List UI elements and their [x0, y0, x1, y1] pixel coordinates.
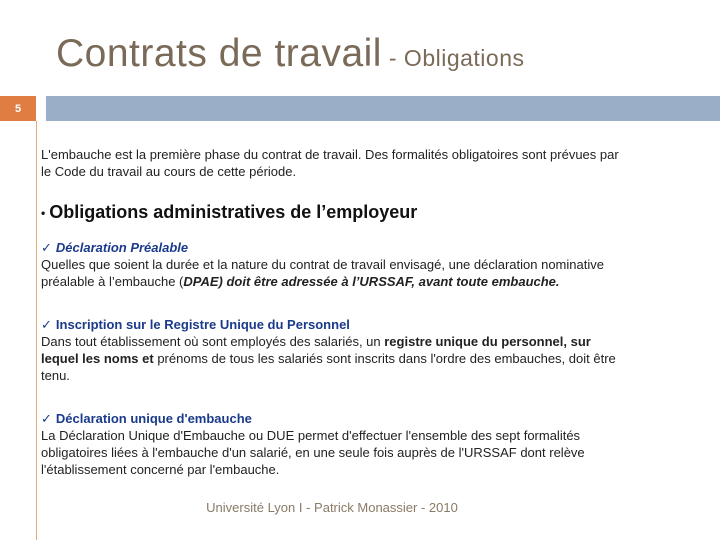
section-body: La Déclaration Unique d'Embauche ou DUE permet d'effectuer l'ensemble des sept formalités obligatoires liées à l'embauche d'un salarié, en une seule fois auprès de l'URSSAF dont relève l'établissement concerné par l'embauche. [41, 428, 585, 478]
section-title [41, 316, 631, 333]
section-title [41, 239, 631, 256]
section-heading [41, 200, 631, 225]
section-body-text: Dans tout établissement où sont employés des salariés, un [41, 334, 385, 350]
checkmark-icon: ✓ [41, 411, 52, 427]
slide-title-sub: - Obligations [381, 45, 525, 71]
section-body-text: prénoms de tous les salariés sont inscrits dans l'ordre des embauches, doit être tenu. [41, 351, 616, 384]
section-title-text: Déclaration Préalable [55, 240, 189, 256]
section-body-text: Quelles que soient la durée et la nature du contrat de travail envisagé, une déclaration nominative préalable à l’embauche ( [41, 257, 604, 290]
section-title-text: Inscription sur le Registre Unique du Personnel [55, 317, 350, 333]
section-declaration-prealable [41, 239, 631, 290]
section-declaration-unique [41, 410, 631, 478]
section-registre-unique [41, 316, 631, 384]
bullet-icon: • [41, 206, 46, 221]
checkmark-icon: ✓ [41, 317, 52, 333]
slide-footer: Université Lyon I - Patrick Monassier - 2010 [206, 500, 458, 515]
slide-number: 5 [0, 96, 36, 121]
section-body [41, 333, 631, 384]
intro-paragraph: L'embauche est la première phase du contrat de travail. Des formalités obligatoires sont prévues par le Code du travail au cours de cette période. [41, 147, 619, 179]
section-body-emphasis: DPAE) doit être adressée à l’URSSAF, avant toute embauche. [183, 274, 560, 290]
section-title [41, 410, 631, 427]
slide-content [41, 146, 631, 504]
section-body-emphasis: registre unique du personnel, sur lequel les noms et [41, 334, 591, 367]
section-heading-text: Obligations administratives de l’employeur [49, 202, 418, 222]
slide-title [56, 32, 696, 76]
slide-title-main: Contrats de travail [56, 32, 382, 75]
header-bar [46, 96, 720, 121]
section-title-text: Déclaration unique d'embauche [55, 411, 252, 427]
checkmark-icon: ✓ [41, 240, 52, 256]
section-body [41, 256, 631, 290]
left-divider [36, 121, 37, 540]
